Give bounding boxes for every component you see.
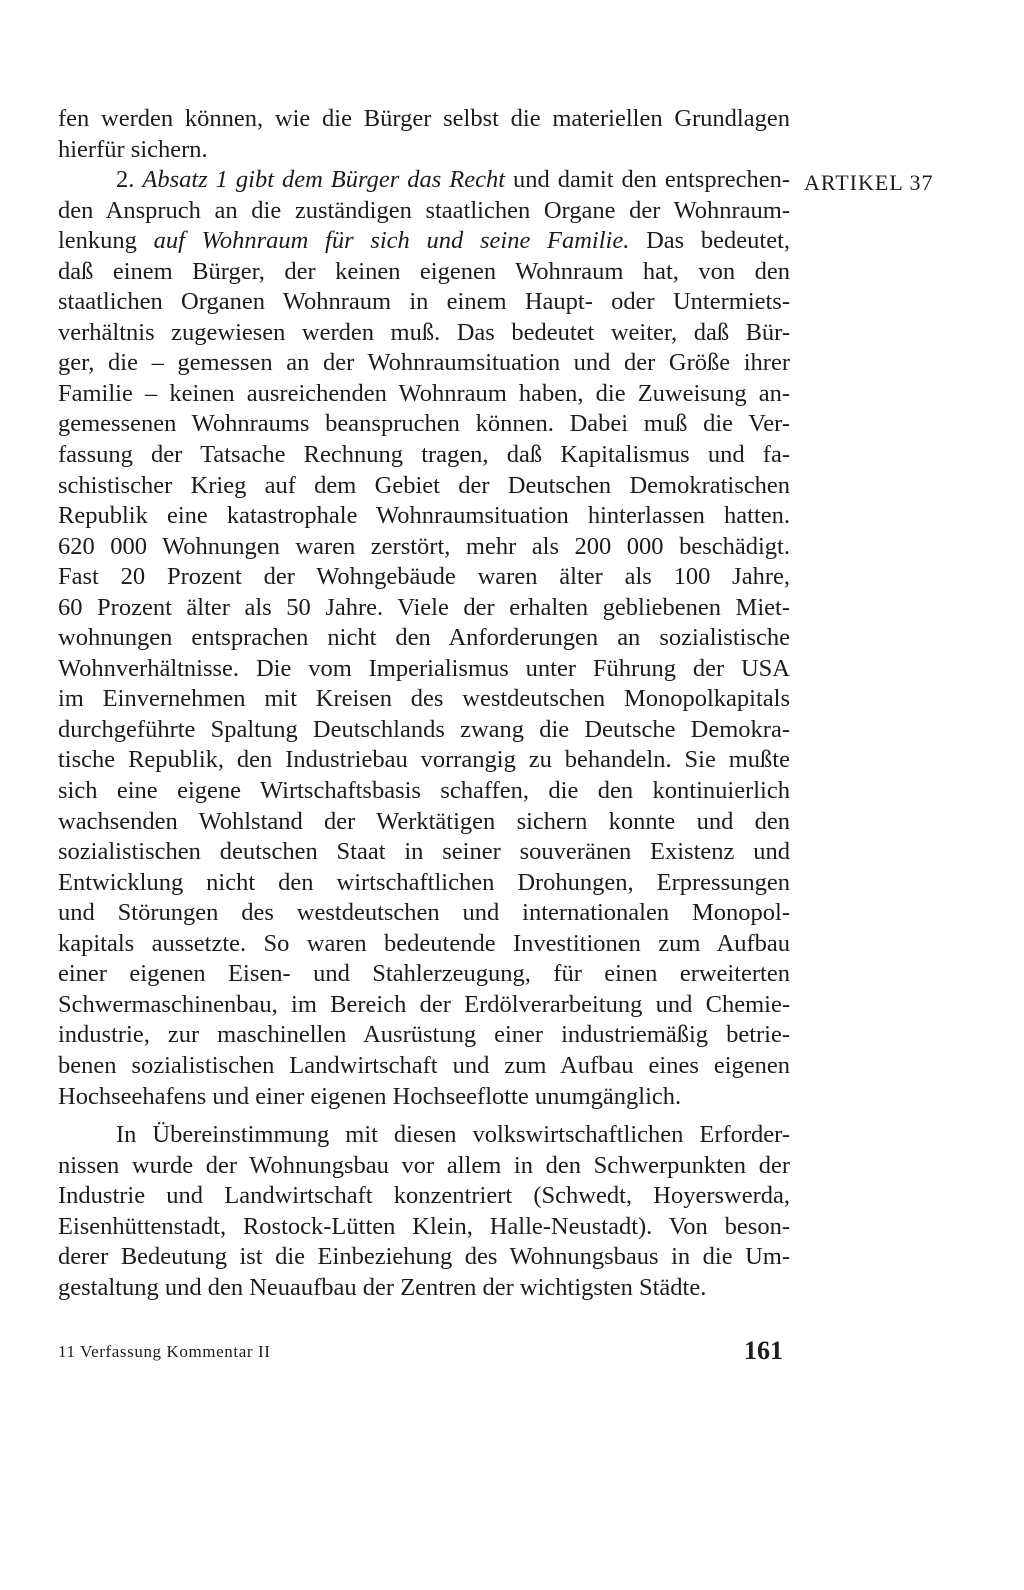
text-line: sozialistischen deutschen Staat in seiner souveränen Existenz und bbox=[58, 838, 790, 866]
text-line: Familie – keinen ausreichenden Wohnraum haben, die Zuweisung an- bbox=[58, 379, 790, 407]
paragraph-gap bbox=[58, 1112, 790, 1120]
text-line: Eisenhüttenstadt, Rostock-Lütten Klein, Halle-Neustadt). Von beson- bbox=[58, 1212, 790, 1240]
text-line: lenkung auf Wohnraum für sich und seine Familie. Das bedeutet, bbox=[58, 227, 790, 255]
text-line: Industrie und Landwirtschaft konzentriert (Schwedt, Hoyerswerda, bbox=[58, 1182, 790, 1210]
text-line: gemessenen Wohnraums beanspruchen können. Dabei muß die Ver- bbox=[58, 410, 790, 438]
margin-article-label: ARTIKEL 37 bbox=[804, 170, 934, 195]
text-line: Fast 20 Prozent der Wohngebäude waren älter als 100 Jahre, bbox=[58, 563, 790, 591]
text-line: im Einvernehmen mit Kreisen des westdeutschen Monopolkapitals bbox=[58, 685, 790, 713]
text-line: wohnungen entsprachen nicht den Anforderungen an sozialistische bbox=[58, 624, 790, 652]
italic-emphasis: auf Wohnraum für sich und seine Familie. bbox=[153, 227, 630, 255]
text-line: fen werden können, wie die Bürger selbst die materiellen Grundlagen bbox=[58, 105, 790, 132]
text-line: daß einem Bürger, der keinen eigenen Wohnraum hat, von den bbox=[58, 257, 790, 285]
text-line: Schwermaschinenbau, im Bereich der Erdölverarbeitung und Chemie- bbox=[58, 990, 790, 1018]
text-line: derer Bedeutung ist die Einbeziehung des Wohnungsbaus in die Um- bbox=[58, 1243, 790, 1271]
text-line: fassung der Tatsache Rechnung tragen, daß Kapitalismus und fa- bbox=[58, 441, 790, 469]
text-line: und Störungen des westdeutschen und internationalen Monopol- bbox=[58, 899, 790, 927]
text-line: Hochseehafens und einer eigenen Hochseeflotte unumgänglich. bbox=[58, 1082, 682, 1110]
footer-signature: 11 Verfassung Kommentar II bbox=[58, 1342, 271, 1361]
text-line: benen sozialistischen Landwirtschaft und zum Aufbau eines eigenen bbox=[58, 1051, 790, 1079]
text-line: gestaltung und den Neuaufbau der Zentren der wichtigsten Städte. bbox=[58, 1273, 707, 1301]
text-line: hierfür sichern. bbox=[58, 135, 208, 163]
text-line: ger, die – gemessen an der Wohnraumsituation und der Größe ihrer bbox=[58, 349, 790, 377]
text-line: kapitals aussetzte. So waren bedeutende Investitionen zum Aufbau bbox=[58, 929, 790, 957]
italic-emphasis: Absatz 1 gibt dem Bürger das Recht bbox=[142, 166, 506, 194]
text-line: sich eine eigene Wirtschaftsbasis schaffen, die den kontinuierlich bbox=[58, 777, 790, 805]
text-line: durchgeführte Spaltung Deutschlands zwang die Deutsche Demokra- bbox=[58, 715, 790, 743]
text-line: Entwicklung nicht den wirtschaftlichen Drohungen, Erpressungen bbox=[58, 868, 790, 896]
text-line: tische Republik, den Industriebau vorrangig zu behandeln. Sie mußte bbox=[58, 746, 790, 774]
text-line: den Anspruch an die zuständigen staatlichen Organe der Wohnraum- bbox=[58, 196, 790, 224]
text-line: verhältnis zugewiesen werden muß. Das bedeutet weiter, daß Bür- bbox=[58, 318, 790, 346]
page-number: 161 bbox=[744, 1336, 783, 1365]
text-line: staatlichen Organen Wohnraum in einem Haupt- oder Untermiets- bbox=[58, 288, 790, 316]
text-line: In Übereinstimmung mit diesen volkswirtschaftlichen Erforder- bbox=[116, 1121, 790, 1149]
text-line: Republik eine katastrophale Wohnraumsituation hinterlassen hatten. bbox=[58, 502, 790, 530]
text-line: einer eigenen Eisen- und Stahlerzeugung, für einen erweiterten bbox=[58, 960, 790, 988]
text-line: 60 Prozent älter als 50 Jahre. Viele der erhalten gebliebenen Miet- bbox=[58, 593, 790, 621]
text-line: 620 000 Wohnungen waren zerstört, mehr als 200 000 beschädigt. bbox=[58, 532, 790, 560]
text-line: wachsenden Wohlstand der Werktätigen sichern konnte und den bbox=[58, 807, 790, 835]
text-line: 2. Absatz 1 gibt dem Bürger das Recht und damit den entsprechen- bbox=[116, 166, 791, 194]
body-text bbox=[58, 104, 790, 1303]
text-line: industrie, zur maschinellen Ausrüstung einer industriemäßig betrie- bbox=[58, 1021, 790, 1049]
text-line: Wohnverhältnisse. Die vom Imperialismus unter Führung der USA bbox=[58, 654, 790, 682]
text-line: nissen wurde der Wohnungsbau vor allem in den Schwerpunkten der bbox=[58, 1151, 790, 1179]
text-line: schistischer Krieg auf dem Gebiet der Deutschen Demokratischen bbox=[58, 471, 790, 499]
